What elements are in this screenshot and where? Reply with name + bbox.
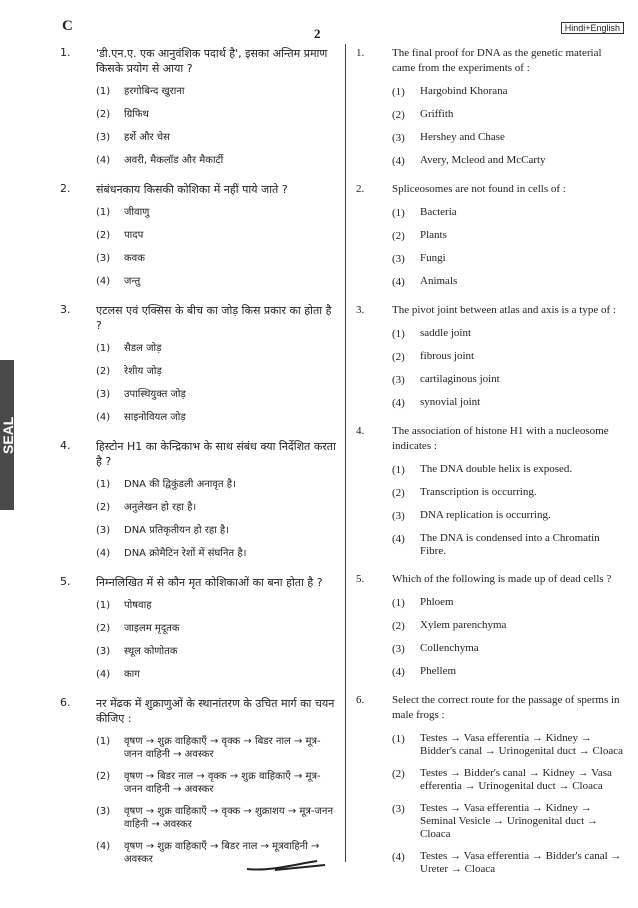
option-text: Phloem (420, 596, 454, 608)
answer-option[interactable] (96, 805, 338, 831)
option-number: (3) (392, 803, 405, 815)
option-text: सैडल जोड़ (124, 343, 162, 354)
option-number: (1) (96, 343, 111, 354)
option-number: (3) (96, 806, 111, 817)
question-text: निम्नलिखित में से कौन मृत कोशिकाओं का बना होता है ? (96, 576, 323, 589)
answer-option[interactable] (392, 532, 626, 558)
option-number: (3) (392, 374, 405, 386)
question-2 (60, 182, 338, 289)
answer-option[interactable] (392, 373, 626, 387)
answer-option[interactable] (96, 735, 338, 761)
answer-option[interactable] (392, 850, 626, 876)
option-text: काग (124, 669, 140, 680)
answer-option[interactable] (96, 411, 338, 425)
answer-option[interactable] (96, 524, 338, 538)
option-text: Collenchyma (420, 642, 479, 654)
answer-option[interactable] (96, 206, 338, 220)
question-number: 5. (356, 573, 365, 585)
option-number: (1) (96, 479, 111, 490)
answer-option[interactable] (96, 252, 338, 266)
option-number: (2) (392, 768, 405, 780)
option-text: The DNA double helix is exposed. (420, 463, 573, 475)
question-text: The final proof for DNA as the genetic material came from the experiments of : (392, 47, 602, 74)
answer-option[interactable] (96, 478, 338, 492)
question-number: 4. (60, 439, 71, 452)
option-text: पोषवाह (124, 600, 152, 611)
option-text: हरगोबिन्द खुराना (124, 86, 185, 97)
answer-option[interactable] (96, 501, 338, 515)
option-number: (1) (392, 597, 405, 609)
option-number: (2) (392, 109, 405, 121)
question-1 (356, 46, 626, 168)
option-text: Hargobind Khorana (420, 85, 508, 97)
answer-option[interactable] (96, 622, 338, 636)
set-code: C (62, 18, 73, 34)
option-text: Phellem (420, 665, 457, 677)
option-number: (2) (96, 109, 111, 120)
answer-option[interactable] (392, 229, 626, 243)
option-text: cartilaginous joint (420, 373, 500, 385)
answer-option[interactable] (392, 275, 626, 289)
option-number: (4) (96, 276, 111, 287)
option-number: (1) (96, 736, 111, 747)
answer-option[interactable] (96, 388, 338, 402)
question-number: 3. (356, 304, 365, 316)
answer-option[interactable] (96, 342, 338, 356)
answer-option[interactable] (96, 668, 338, 682)
option-number: (4) (392, 851, 405, 863)
option-number: (3) (96, 525, 111, 536)
option-text: Testes → Bidder's canal → Kidney → Vasa efferentia → Urinogenital duct → Cloaca (420, 767, 612, 792)
option-text: Testes → Vasa efferentia → Kidney → Seminal Vesicle → Urinogenital duct → Cloaca (420, 802, 598, 840)
option-text: fibrous joint (420, 350, 475, 362)
option-number: (2) (96, 502, 111, 513)
question-text: The pivot joint between atlas and axis is a type of : (392, 304, 616, 316)
option-number: (4) (392, 155, 405, 167)
answer-option[interactable] (392, 665, 626, 679)
option-text: साइनोवियल जोड़ (124, 412, 186, 423)
option-text: DNA की द्विकुंडली अनावृत है। (124, 479, 236, 490)
option-text: Fungi (420, 252, 446, 264)
answer-option[interactable] (392, 642, 626, 656)
option-number: (1) (96, 207, 111, 218)
question-text: The association of histone H1 with a nucleosome indicates : (392, 425, 609, 452)
question-1 (60, 46, 338, 168)
option-number: (3) (96, 389, 111, 400)
option-number: (2) (392, 351, 405, 363)
question-text: Spliceosomes are not found in cells of : (392, 183, 566, 195)
answer-option[interactable] (96, 365, 338, 379)
option-number: (1) (392, 733, 405, 745)
option-number: (2) (392, 230, 405, 242)
answer-option[interactable] (96, 108, 338, 122)
option-text: Bacteria (420, 206, 457, 218)
question-number: 6. (60, 696, 71, 709)
answer-option[interactable] (96, 645, 338, 659)
option-text: DNA replication is occurring. (420, 509, 551, 521)
answer-option[interactable] (392, 463, 626, 477)
option-text: रेशीय जोड़ (124, 366, 162, 377)
question-text: Select the correct route for the passage of sperms in male frogs : (392, 694, 620, 721)
question-4 (60, 439, 338, 561)
answer-option[interactable] (96, 85, 338, 99)
option-text: जीवाणु (124, 207, 150, 218)
answer-option[interactable] (96, 599, 338, 613)
question-5 (60, 575, 338, 682)
question-3 (60, 303, 338, 425)
option-number: (4) (392, 666, 405, 678)
option-text: Avery, Mcleod and McCarty (420, 154, 546, 166)
option-number: (2) (96, 366, 111, 377)
option-text: अनुलेखन हो रहा है। (124, 502, 197, 513)
hindi-column (60, 46, 338, 866)
option-text: उपास्थियुक्त जोड़ (124, 389, 186, 400)
option-number: (3) (96, 253, 111, 264)
option-text: Testes → Vasa efferentia → Bidder's canal → Ureter → Cloaca (420, 850, 622, 875)
signature-mark (245, 855, 335, 877)
option-text: Hershey and Chase (420, 131, 505, 143)
option-number: (3) (392, 643, 405, 655)
option-text: The DNA is condensed into a Chromatin Fibre. (420, 532, 600, 557)
option-number: (4) (392, 397, 405, 409)
answer-option[interactable] (392, 802, 626, 841)
answer-option[interactable] (392, 732, 626, 758)
answer-option[interactable] (392, 350, 626, 364)
option-text: synovial joint (420, 396, 481, 408)
answer-option[interactable] (96, 154, 338, 168)
option-number: (3) (392, 132, 405, 144)
language-tag: Hindi+English (561, 22, 624, 34)
option-number: (2) (96, 771, 111, 782)
option-number: (3) (392, 253, 405, 265)
question-6 (60, 696, 338, 866)
option-text: पादप (124, 230, 144, 241)
question-4 (356, 424, 626, 558)
answer-option[interactable] (392, 327, 626, 341)
question-text: एटलस एवं एक्सिस के बीच का जोड़ किस प्रकार का होता है ? (96, 304, 332, 332)
answer-option[interactable] (96, 131, 338, 145)
option-number: (1) (392, 464, 405, 476)
option-text: DNA क्रोमैटिन रेशों में संघनित है। (124, 548, 247, 559)
option-text: वृषण → शुक्र वाहिकाएँ → वृक्क → शुक्राशय → मूत्र-जनन वाहिनी → अवस्कर (124, 806, 334, 830)
question-3 (356, 303, 626, 410)
answer-option[interactable] (392, 486, 626, 500)
option-number: (4) (392, 533, 405, 545)
option-text: Animals (420, 275, 458, 287)
option-number: (4) (96, 548, 111, 559)
question-text: नर मेंढक में शुक्राणुओं के स्थानांतरण के उचित मार्ग का चयन कीजिए : (96, 697, 335, 725)
question-number: 3. (60, 303, 71, 316)
answer-option[interactable] (392, 131, 626, 145)
option-text: वृषण → शुक्र वाहिकाएँ → बिडर नाल → मूत्रवाहिनी → अवस्कर (124, 841, 320, 865)
answer-option[interactable] (392, 767, 626, 793)
option-text: Plants (420, 229, 447, 241)
option-number: (4) (96, 155, 111, 166)
question-text: संबंधनकाय किसकी कोशिका में नहीं पाये जाते ? (96, 183, 288, 196)
option-number: (1) (96, 600, 111, 611)
question-number: 2. (356, 183, 365, 195)
option-number: (1) (392, 86, 405, 98)
option-number: (3) (96, 132, 111, 143)
answer-option[interactable] (96, 770, 338, 796)
option-number: (1) (392, 207, 405, 219)
question-text: Which of the following is made up of dead cells ? (392, 573, 612, 585)
option-text: DNA प्रतिकृतीयन हो रहा है। (124, 525, 230, 536)
option-text: saddle joint (420, 327, 472, 339)
option-number: (4) (392, 276, 405, 288)
option-number: (3) (392, 510, 405, 522)
option-number: (1) (392, 328, 405, 340)
option-number: (4) (96, 412, 111, 423)
question-number: 5. (60, 575, 71, 588)
option-text: जन्तु (124, 276, 141, 287)
answer-option[interactable] (392, 596, 626, 610)
answer-option[interactable] (392, 154, 626, 168)
option-text: ग्रिफिथ (124, 109, 149, 120)
question-number: 2. (60, 182, 71, 195)
option-text: वृषण → शुक्र वाहिकाएँ → वृक्क → बिडर नाल → मूत्र-जनन वाहिनी → अवस्कर (124, 736, 321, 760)
question-6 (356, 693, 626, 876)
option-text: Xylem parenchyma (420, 619, 507, 631)
answer-option[interactable] (392, 252, 626, 266)
option-number: (4) (96, 669, 111, 680)
answer-option[interactable] (392, 509, 626, 523)
answer-option[interactable] (392, 396, 626, 410)
option-text: Testes → Vasa efferentia → Kidney → Bidder's canal → Urinogenital duct → Cloaca (420, 732, 623, 757)
option-text: कवक (124, 253, 145, 264)
answer-option[interactable] (392, 85, 626, 99)
option-number: (2) (392, 620, 405, 632)
answer-option[interactable] (96, 275, 338, 289)
option-number: (4) (96, 841, 111, 852)
answer-option[interactable] (392, 108, 626, 122)
english-column (356, 46, 626, 876)
option-text: अवरी, मैकलॉड और मैकार्टी (124, 155, 224, 166)
page-number: 2 (314, 26, 321, 41)
option-text: हर्शे और चेस (124, 132, 170, 143)
question-number: 6. (356, 694, 365, 706)
option-text: Griffith (420, 108, 454, 120)
question-number: 1. (60, 46, 71, 59)
option-number: (1) (96, 86, 111, 97)
answer-option[interactable] (392, 206, 626, 220)
option-number: (2) (96, 623, 111, 634)
option-text: स्थूल कोणोतक (124, 646, 178, 657)
option-number: (2) (392, 487, 405, 499)
option-text: वृषण → बिडर नाल → वृक्क → शुक्र वाहिकाएँ → मूत्र-जनन वाहिनी → अवस्कर (124, 771, 321, 795)
question-number: 4. (356, 425, 365, 437)
question-number: 1. (356, 47, 365, 59)
question-text: हिस्टोन H1 का केन्द्रिकाभ के साथ संबंध क्या निर्देशित करता है ? (96, 440, 336, 468)
option-number: (2) (96, 230, 111, 241)
question-2 (356, 182, 626, 289)
column-divider (345, 44, 346, 862)
answer-option[interactable] (392, 619, 626, 633)
option-text: Transcription is occurring. (420, 486, 537, 498)
question-text: 'डी.एन.ए. एक आनुवंशिक पदार्थ है', इसका अन्तिम प्रमाण किसके प्रयोग से आया ? (96, 47, 328, 75)
answer-option[interactable] (96, 547, 338, 561)
answer-option[interactable] (96, 229, 338, 243)
seal-label: SEAL (0, 360, 14, 510)
question-5 (356, 572, 626, 679)
option-text: जाइलम मृदूतक (124, 623, 180, 634)
option-number: (3) (96, 646, 111, 657)
